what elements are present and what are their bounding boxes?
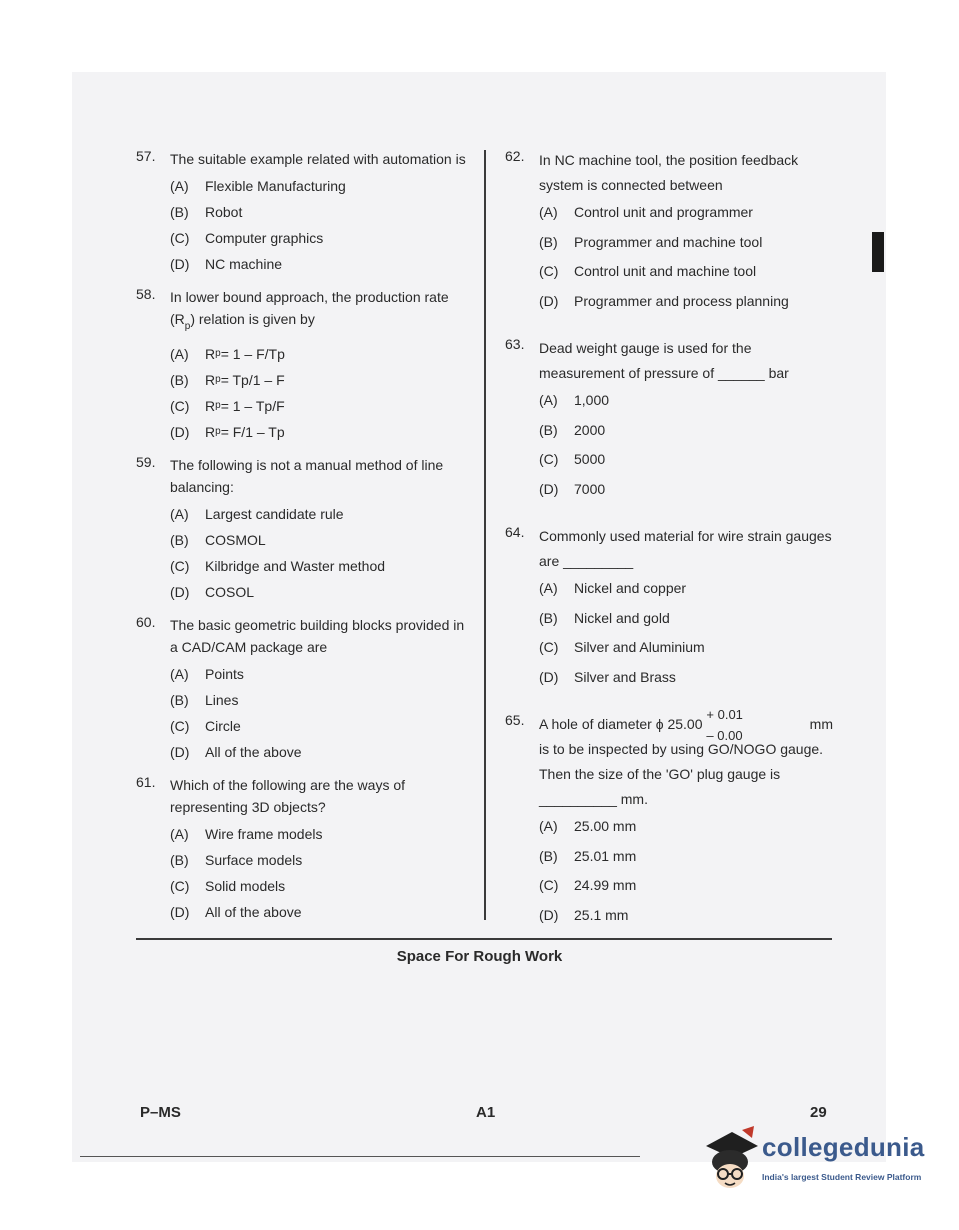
option: (C) Kilbridge and Waster method <box>170 558 386 574</box>
option: (C) Solid models <box>170 878 286 894</box>
page-number: 29 <box>810 1104 827 1121</box>
option: (C) R p = 1 – Tp/F <box>170 398 285 414</box>
question-number: 58. <box>136 286 156 302</box>
option: (D) 25.1 mm <box>539 906 629 923</box>
question-63 <box>505 336 833 504</box>
question-64 <box>505 524 833 692</box>
question-text: Dead weight gauge is used for the measurement of pressure of ______ bar <box>539 340 789 381</box>
option: (A) Control unit and programmer <box>539 204 753 220</box>
option: (B) Lines <box>170 692 239 708</box>
option: (A) Wire frame models <box>170 826 323 842</box>
section-divider <box>136 938 832 940</box>
option: (B) Nickel and gold <box>539 609 670 626</box>
question-text: The suitable example related with automation is <box>170 151 466 167</box>
question-number: 61. <box>136 774 156 790</box>
footer-series: A1 <box>476 1104 496 1121</box>
option: (D) All of the above <box>170 744 302 760</box>
question-61 <box>136 774 466 925</box>
question-number: 59. <box>136 454 156 470</box>
option: (B) 2000 <box>539 421 606 438</box>
option: (C) Control unit and machine tool <box>539 263 757 279</box>
question-62 <box>505 148 833 316</box>
tolerance: + 0.01 – 0.00 <box>706 707 743 744</box>
column-divider <box>484 150 486 920</box>
question-number: 62. <box>505 148 525 164</box>
logo-tagline: India's largest Student Review Platform <box>762 1172 922 1182</box>
question-number: 57. <box>136 148 156 164</box>
option: (B) Robot <box>170 204 243 220</box>
question-text: Which of the following are the ways of representing 3D objects? <box>170 777 406 815</box>
rough-work-heading: Space For Rough Work <box>396 948 563 965</box>
option: (D) NC machine <box>170 256 283 272</box>
option: (D) R p = F/1 – Tp <box>170 424 285 440</box>
question-number: 64. <box>505 524 525 540</box>
option: (B) Surface models <box>170 852 303 868</box>
option: (D) All of the above <box>170 904 302 920</box>
question-text: In lower bound approach, the production rate $(R_p)$ relation is given by <box>170 289 449 332</box>
question-65 <box>505 707 833 930</box>
option: (B) R p = Tp/1 – F <box>170 372 285 388</box>
option: (C) 24.99 mm <box>539 877 637 893</box>
question-number: 65. <box>505 712 525 728</box>
option: (A) 1,000 <box>539 392 610 408</box>
option: (D) Silver and Brass <box>539 668 676 685</box>
option: (A) Flexible Manufacturing <box>170 178 346 194</box>
option: (C) Silver and Aluminium <box>539 639 705 655</box>
option: (B) Programmer and machine tool <box>539 233 763 250</box>
logo-wordmark: collegedunia <box>762 1132 925 1162</box>
page-edge-marker <box>872 232 884 272</box>
option: (B) 25.01 mm <box>539 847 637 864</box>
question-58 <box>136 286 466 445</box>
question-60 <box>136 614 466 765</box>
option: (C) Circle <box>170 718 241 734</box>
option: (B) COSMOL <box>170 532 266 548</box>
question-text: A hole of diameter ϕ 25.00 + 0.01 – 0.00 mm is to be inspected by using GO/NOGO gauge. Then the size of the 'GO' plug gauge is __________ mm. <box>539 707 833 807</box>
question-59 <box>136 454 466 605</box>
option: (C) Computer graphics <box>170 230 324 246</box>
bottom-rule <box>80 1156 640 1157</box>
question-text: The basic geometric building blocks provided in a CAD/CAM package are <box>170 617 465 655</box>
option: (A) R p = 1 – F/Tp <box>170 346 285 362</box>
left-column <box>136 148 466 925</box>
option: (A) Points <box>170 666 244 682</box>
question-text: Commonly used material for wire strain gauges are _________ <box>539 528 832 569</box>
question-57 <box>136 148 466 277</box>
question-text: The following is not a manual method of line balancing: <box>170 457 444 495</box>
option: (A) Nickel and copper <box>539 580 687 596</box>
question-number: 63. <box>505 336 525 352</box>
option: (D) 7000 <box>539 480 606 497</box>
question-text: In NC machine tool, the position feedback system is connected between <box>539 152 799 193</box>
collegedunia-logo <box>700 1124 940 1194</box>
option: (C) 5000 <box>539 451 606 467</box>
mascot-icon <box>700 1124 760 1194</box>
question-number: 60. <box>136 614 156 630</box>
footer-code: P–MS <box>140 1104 181 1121</box>
right-column <box>505 148 833 930</box>
option: (D) COSOL <box>170 584 255 600</box>
option: (D) Programmer and process planning <box>539 292 789 309</box>
option: (A) Largest candidate rule <box>170 506 344 522</box>
option: (A) 25.00 mm <box>539 818 637 834</box>
